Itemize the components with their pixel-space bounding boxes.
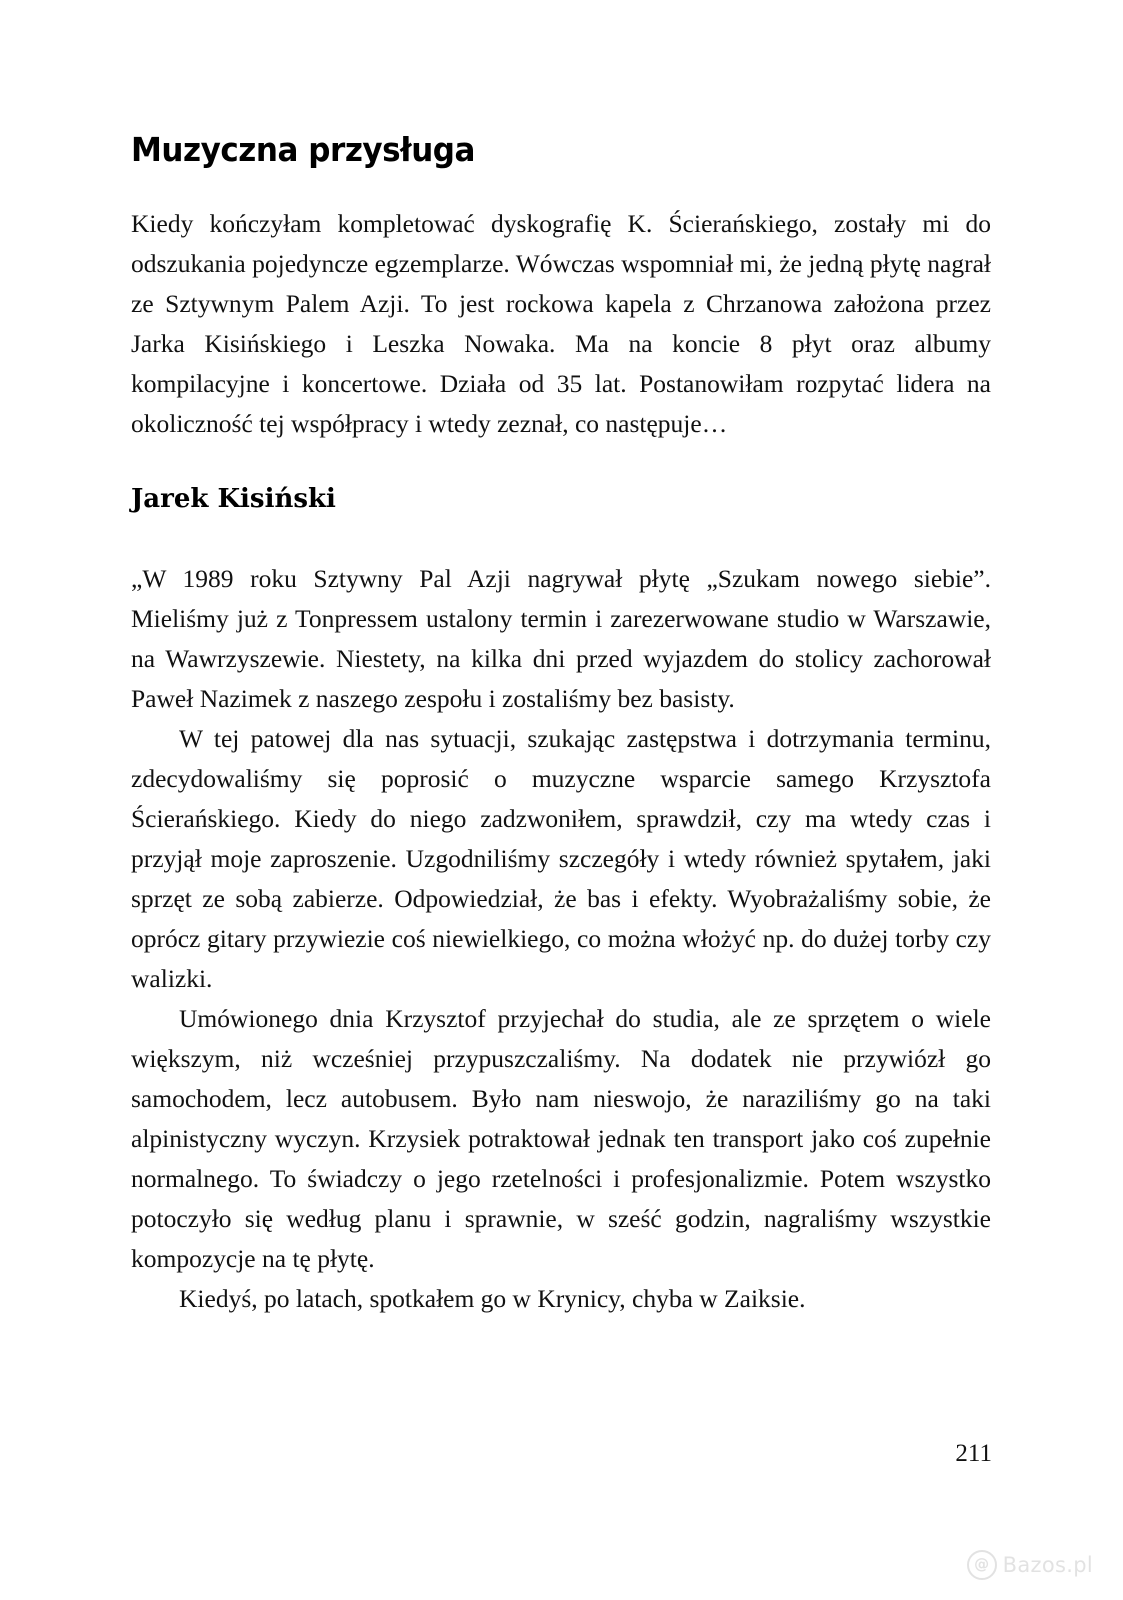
speaker-heading: Jarek Kisiński <box>131 483 336 514</box>
quote-paragraph-3: Umówionego dnia Krzysztof przyjechał do studia, ale ze sprzętem o wiele większym, niż wcześniej przypuszczaliśmy. Na dodatek nie przywiózł go samochodem, lecz autobusem. Było nam nieswojo, że naraziliśmy go na taki alpinistyczny wyczyn. Krzysiek potraktował jednak ten transport jako coś zupełnie normalnego. To świadczy o jego rzetelności i profesjonalizmie. Potem wszystko potoczyło się według planu i sprawnie, w sześć godzin, nagraliśmy wszystkie kompozycje na tę płytę. <box>131 1003 991 1273</box>
page-content <box>131 130 991 1319</box>
watermark-label: Bazos.pl <box>1002 1553 1093 1577</box>
page-number: 211 <box>955 1440 992 1467</box>
quote-paragraph-4: Kiedyś, po latach, spotkałem go w Krynicy, chyba w Zaiksie. <box>179 1283 806 1313</box>
quote-paragraph-2: W tej patowej dla nas sytuacji, szukając zastępstwa i dotrzymania terminu, zdecydowaliśmy się poprosić o muzyczne wsparcie samego Krzysztofa Ścierańskiego. Kiedy do niego zadzwoniłem, sprawdził, czy ma wtedy czas i przyjął moje zaproszenie. Uzgodniliśmy szczegóły i wtedy również spytałem, jaki sprzęt ze sobą zabierze. Odpowiedział, że bas i efekty. Wyobrażaliśmy sobie, że oprócz gitary przywiezie coś niewielkiego, co można włożyć np. do dużej torby czy walizki. <box>131 723 991 993</box>
page-title: Muzyczna przysługa <box>131 130 476 169</box>
at-sign-icon: @ <box>967 1550 997 1580</box>
watermark <box>967 1550 1093 1580</box>
intro-paragraph: Kiedy kończyłam kompletować dyskografię K. Ścierańskiego, zostały mi do odszukania pojedyncze egzemplarze. Wówczas wspomniał mi, że jedną płytę nagrał ze Sztywnym Palem Azji. To jest rockowa kapela z Chrzanowa założona przez Jarka Kisińskiego i Leszka Nowaka. Ma na koncie 8 płyt oraz albumy kompilacyjne i koncertowe. Działa od 35 lat. Postanowiłam rozpytać lidera na okoliczność tej współpracy i wtedy zeznał, co następuje… <box>131 208 991 438</box>
quote-paragraph-1: „W 1989 roku Sztywny Pal Azji nagrywał płytę „Szukam nowego siebie”. Mieliśmy już z Tonpressem ustalony termin i zarezerwowane studio w Warszawie, na Wawrzyszewie. Niestety, na kilka dni przed wyjazdem do stolicy zachorował Paweł Nazimek z naszego zespołu i zostaliśmy bez basisty. <box>131 563 991 713</box>
